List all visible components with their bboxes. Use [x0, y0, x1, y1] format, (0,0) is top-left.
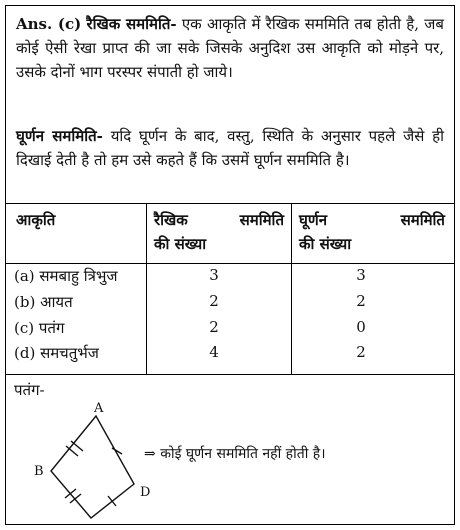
rotational-symmetry-definition	[16, 124, 444, 172]
header-line-symmetry-l1: रैखिक सममिति	[154, 211, 284, 229]
answer-prefix: Ans. (c)	[16, 15, 82, 33]
header-line-symmetry	[154, 208, 284, 256]
row-shape: (a) समबाहु त्रिभुज	[14, 267, 118, 285]
row-shape: (c) पतंग	[14, 319, 65, 337]
vertex-b-label: B	[34, 464, 44, 479]
figure-title: पतंग-	[14, 381, 45, 399]
table-row	[6, 318, 454, 343]
row-rot-count: 2	[356, 343, 366, 361]
header-rotational-symmetry	[299, 208, 445, 256]
row-line-count: 2	[209, 318, 219, 336]
line-symmetry-definition	[16, 12, 444, 84]
header-line-symmetry-l2: की संख्या	[154, 235, 207, 253]
vertex-c-label	[88, 525, 98, 526]
vertex-a-label: A	[94, 401, 104, 416]
table-row	[6, 266, 454, 291]
header-rotational-symmetry-l1: घूर्णन सममिति	[299, 211, 445, 229]
row-line-count: 3	[209, 266, 219, 284]
rotational-symmetry-term: घूर्णन सममिति-	[16, 127, 103, 145]
table-top-border	[6, 203, 454, 204]
row-line-count: 4	[209, 343, 219, 361]
vertex-d-label: D	[140, 485, 151, 500]
row-shape: (b) आयत	[14, 293, 73, 311]
answer-document	[5, 5, 455, 525]
table-row	[6, 292, 454, 317]
row-rot-count: 0	[356, 318, 366, 336]
kite-shape	[51, 416, 134, 518]
row-rot-count: 2	[356, 292, 366, 310]
line-symmetry-text: एक आकृति में रैखिक सममिति तब होती है, जब कोई ऐसी रेखा प्राप्त की जा सके जिसके अनुदिश उस आकृति को मोड़ने पर, उसके दोनों भाग परस्पर संपाती हो जाये।	[16, 15, 444, 81]
rotational-symmetry-text: यदि घूर्णन के बाद, वस्तु, स्थिति के अनुसार पहले जैसे ही दिखाई देती है तो हम उसे कहते हैं कि उसमें घूर्णन सममिति है।	[16, 127, 444, 169]
row-line-count: 2	[209, 292, 219, 310]
table-header-divider	[6, 263, 454, 264]
line-symmetry-term: रैखिक सममिति-	[86, 15, 177, 33]
row-rot-count: 3	[356, 266, 366, 284]
header-rotational-symmetry-l2: की संख्या	[299, 235, 352, 253]
table-bottom-border	[6, 374, 454, 375]
header-shape: आकृति	[16, 211, 56, 229]
table-row	[6, 343, 454, 368]
implies-arrow: ⇒	[144, 446, 156, 462]
kite-rotation-note-text: कोई घूर्णन सममिति नहीं होती है।	[160, 446, 326, 462]
row-shape: (d) समचतुर्भज	[14, 344, 99, 362]
kite-rotation-note	[144, 444, 326, 463]
